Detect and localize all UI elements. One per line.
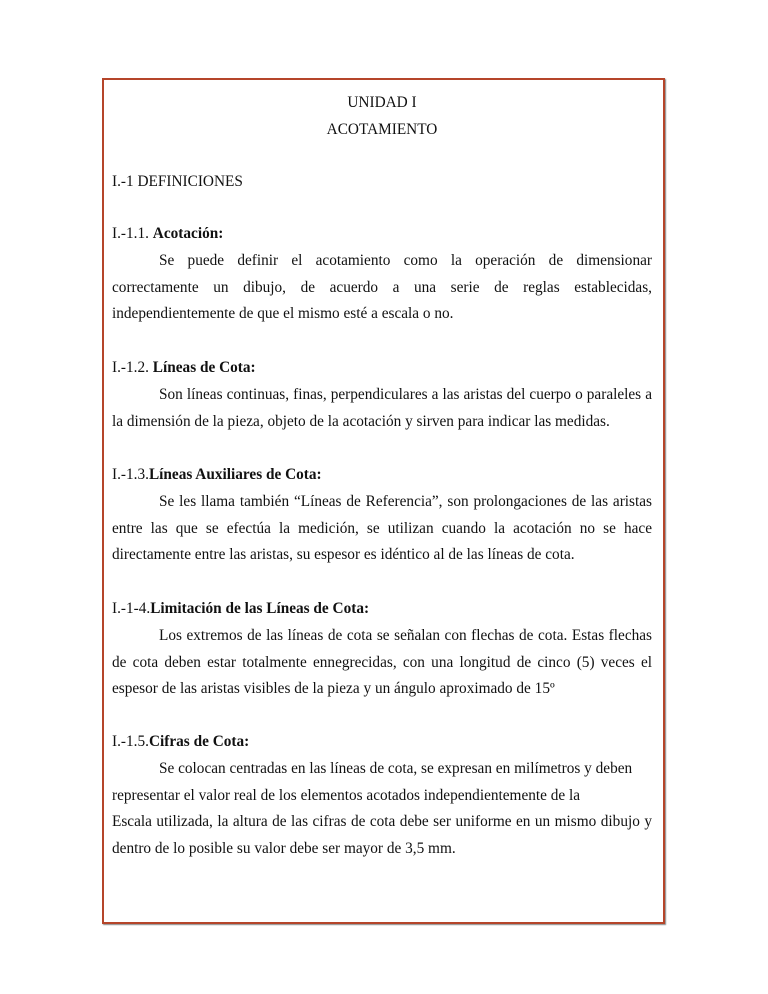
item-body: Son líneas continuas, finas, perpendiculares a las aristas del cuerpo o paraleles a la dimensión de la pieza, objeto de la acotación y sirven para indicar las medidas. [112,385,652,430]
definition-limitacion [112,596,652,703]
item-body: Se les llama también “Líneas de Referencia”, son prolongaciones de las aristas entre las que se efectúa la medición, se utilizan cuando la acotación no se hace directamente entre las aristas, su espesor es idéntico al de las líneas de cota. [112,492,652,564]
item-title: Limitación de las Líneas de Cota: [150,600,370,617]
page-title: ACOTAMIENTO [326,121,438,138]
item-heading [112,596,652,623]
unit-heading: UNIDAD I [347,94,417,111]
item-body: Se puede definir el acotamiento como la operación de dimensionar correctamente un dibujo, de acuerdo a una serie de reglas establecidas, independientemente de que el mismo esté a escala o no. [112,251,652,323]
definition-lineas-auxiliares [112,462,652,569]
item-number: I.-1.2. [112,359,153,376]
section-heading: I.-1 DEFINICIONES [112,173,243,190]
item-number: I.-1.5. [112,733,149,750]
item-body: Se colocan centradas en las líneas de cota, se expresan en milímetros y deben representar el valor real de los elementos acotados independientemente de la [112,759,633,804]
item-title: Líneas de Cota: [152,359,256,376]
item-number: I.-1-4. [112,600,151,617]
definition-lineas-de-cota [112,355,652,435]
item-title: Cifras de Cota: [148,733,250,750]
item-title: Líneas Auxiliares de Cota: [148,466,322,483]
item-heading [112,729,652,756]
item-title: Acotación: [152,225,224,242]
item-heading [112,355,652,382]
item-heading [112,462,652,489]
item-number: I.-1.3. [112,466,149,483]
item-heading [112,221,652,248]
item-body-continued: Escala utilizada, la altura de las cifras de cota debe ser uniforme en un mismo dibujo y dentro de lo posible su valor debe ser mayor de 3,5 mm. [112,813,652,858]
item-number: I.-1.1. [112,225,153,242]
definition-cifras-de-cota [112,729,652,863]
definition-acotacion [112,221,652,328]
item-body: Los extremos de las líneas de cota se señalan con flechas de cota. Estas flechas de cota deben estar totalmente ennegrecidas, con una longitud de cinco (5) veces el espesor de las aristas visibles de la pieza y un ángulo aproximado de 15º [112,626,652,698]
